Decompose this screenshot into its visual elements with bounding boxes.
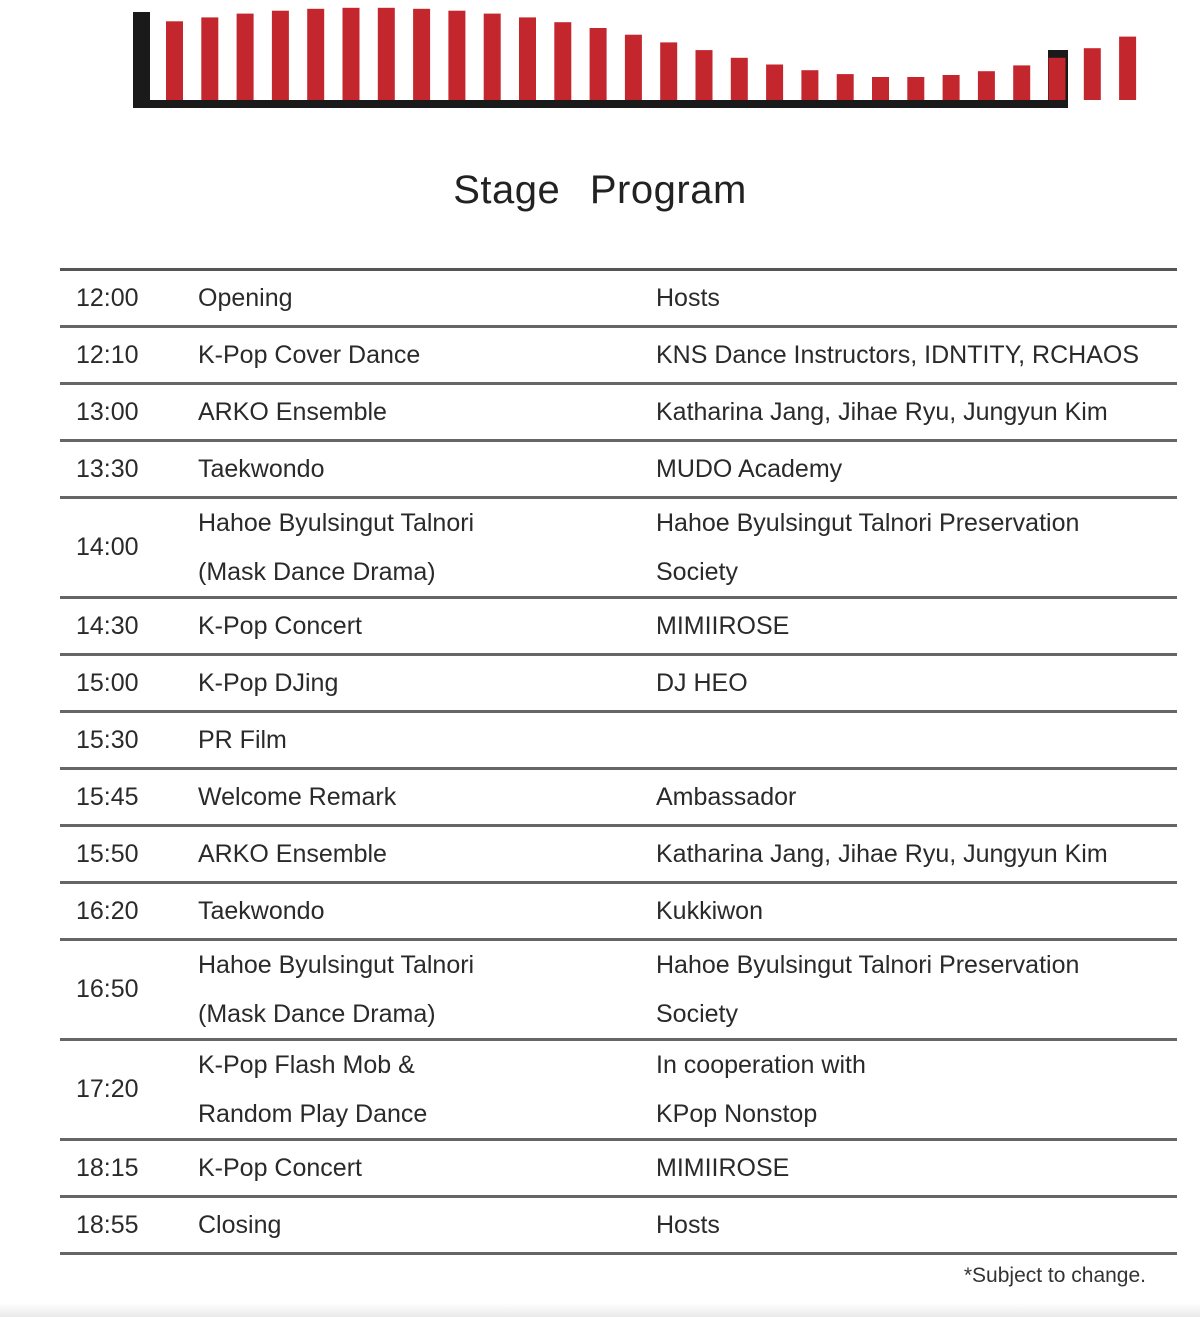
graphic-bar bbox=[201, 17, 218, 100]
event-line: K-Pop DJing bbox=[198, 668, 339, 697]
time-cell: 14:30 bbox=[76, 611, 139, 640]
time-cell: 16:20 bbox=[76, 896, 139, 925]
event-line: ARKO Ensemble bbox=[198, 397, 387, 426]
graphic-bar bbox=[272, 11, 289, 100]
performer-line: MIMIIROSE bbox=[656, 1153, 790, 1182]
table-row bbox=[60, 328, 1177, 385]
time-cell: 12:10 bbox=[76, 340, 139, 369]
time-cell: 13:30 bbox=[76, 454, 139, 483]
performer-line: MUDO Academy bbox=[656, 454, 843, 483]
time-cell: 17:20 bbox=[76, 1075, 139, 1103]
graphic-bar bbox=[978, 71, 995, 100]
graphic-bar bbox=[625, 35, 642, 100]
graphic-base-line bbox=[133, 100, 1068, 108]
performer-line: Society bbox=[656, 557, 738, 586]
table-row bbox=[60, 1041, 1177, 1141]
graphic-bar bbox=[1049, 58, 1066, 100]
event-line: Taekwondo bbox=[198, 454, 325, 483]
graphic-bar bbox=[766, 65, 783, 101]
event-line: K-Pop Concert bbox=[198, 611, 362, 640]
graphic-bar bbox=[519, 17, 536, 100]
performer-line: In cooperation with bbox=[656, 1050, 866, 1079]
performer-cell bbox=[656, 887, 1177, 936]
graphic-bar bbox=[801, 70, 818, 100]
graphic-bar bbox=[484, 14, 501, 100]
bottom-fade bbox=[0, 1303, 1200, 1317]
event-cell bbox=[198, 716, 656, 765]
performer-line: Hahoe Byulsingut Talnori Preservation bbox=[656, 508, 1080, 537]
performer-cell bbox=[656, 1041, 1177, 1139]
graphic-bar bbox=[907, 77, 924, 100]
event-cell bbox=[198, 1201, 656, 1250]
event-line: Hahoe Byulsingut Talnori bbox=[198, 950, 475, 979]
graphic-bar bbox=[448, 11, 465, 100]
table-row bbox=[60, 827, 1177, 884]
graphic-bar bbox=[343, 8, 360, 100]
event-line: PR Film bbox=[198, 725, 287, 754]
table-row bbox=[60, 1141, 1177, 1198]
graphic-bar bbox=[413, 9, 430, 100]
page-title: Stage Program bbox=[453, 168, 747, 212]
table-row bbox=[60, 1198, 1177, 1255]
time-cell: 13:00 bbox=[76, 397, 139, 426]
graphic-bar bbox=[237, 14, 254, 100]
performer-cell bbox=[656, 445, 1177, 494]
table-row bbox=[60, 385, 1177, 442]
graphic-bar bbox=[660, 42, 677, 100]
time-cell: 14:00 bbox=[76, 533, 139, 561]
graphic-bar bbox=[837, 74, 854, 100]
time-cell: 16:50 bbox=[76, 975, 139, 1003]
performer-cell bbox=[656, 1144, 1177, 1193]
graphic-bar bbox=[1084, 48, 1101, 100]
graphic-bar bbox=[1119, 37, 1136, 100]
graphic-bar bbox=[307, 9, 324, 100]
performer-cell bbox=[656, 331, 1177, 380]
performer-line: KNS Dance Instructors, IDNTITY, RCHAOS bbox=[656, 340, 1139, 369]
event-cell bbox=[198, 941, 656, 1039]
schedule-table bbox=[60, 268, 1177, 1255]
event-line: Opening bbox=[198, 283, 293, 312]
performer-cell bbox=[656, 602, 1177, 651]
time-cell: 15:50 bbox=[76, 839, 139, 868]
event-line: K-Pop Concert bbox=[198, 1153, 362, 1182]
event-line: Random Play Dance bbox=[198, 1099, 428, 1128]
performer-line: Katharina Jang, Jihae Ryu, Jungyun Kim bbox=[656, 839, 1108, 868]
performer-line: Hahoe Byulsingut Talnori Preservation bbox=[656, 950, 1080, 979]
table-row bbox=[60, 941, 1177, 1041]
performer-line: MIMIIROSE bbox=[656, 611, 790, 640]
table-row bbox=[60, 442, 1177, 499]
performer-line: KPop Nonstop bbox=[656, 1099, 818, 1128]
event-cell bbox=[198, 388, 656, 437]
event-line: Taekwondo bbox=[198, 896, 325, 925]
table-row bbox=[60, 770, 1177, 827]
performer-line: DJ HEO bbox=[656, 668, 748, 697]
graphic-bar bbox=[590, 28, 607, 100]
time-cell: 15:45 bbox=[76, 782, 139, 811]
graphic-left-post bbox=[133, 12, 150, 108]
event-cell bbox=[198, 773, 656, 822]
performer-cell bbox=[656, 1201, 1177, 1250]
performer-cell bbox=[656, 773, 1177, 822]
graphic-bar bbox=[943, 75, 960, 100]
table-row bbox=[60, 599, 1177, 656]
event-cell bbox=[198, 602, 656, 651]
event-cell bbox=[198, 659, 656, 708]
graphic-bar bbox=[378, 8, 395, 100]
event-cell bbox=[198, 1041, 656, 1139]
time-cell: 15:30 bbox=[76, 725, 139, 754]
table-row bbox=[60, 656, 1177, 713]
performer-line: Ambassador bbox=[656, 782, 797, 811]
graphic-bar bbox=[1013, 65, 1030, 100]
event-line: Closing bbox=[198, 1210, 282, 1239]
performer-cell bbox=[656, 499, 1177, 597]
performer-cell bbox=[656, 388, 1177, 437]
wave-bar-graphic bbox=[0, 0, 1200, 120]
time-cell: 18:15 bbox=[76, 1153, 139, 1182]
table-row bbox=[60, 499, 1177, 599]
event-line: ARKO Ensemble bbox=[198, 839, 387, 868]
time-cell: 12:00 bbox=[76, 283, 139, 312]
event-line: (Mask Dance Drama) bbox=[198, 557, 436, 586]
table-row bbox=[60, 271, 1177, 328]
graphic-bar bbox=[554, 22, 571, 100]
time-cell: 18:55 bbox=[76, 1210, 139, 1239]
performer-line: Katharina Jang, Jihae Ryu, Jungyun Kim bbox=[656, 397, 1108, 426]
graphic-bar bbox=[872, 77, 889, 100]
event-cell bbox=[198, 830, 656, 879]
performer-cell bbox=[656, 659, 1177, 708]
table-row bbox=[60, 713, 1177, 770]
performer-cell bbox=[656, 274, 1177, 323]
event-cell bbox=[198, 499, 656, 597]
performer-line: Hosts bbox=[656, 283, 720, 312]
performer-line: Hosts bbox=[656, 1210, 720, 1239]
event-line: Welcome Remark bbox=[198, 782, 397, 811]
event-line: Hahoe Byulsingut Talnori bbox=[198, 508, 475, 537]
event-line: K-Pop Flash Mob & bbox=[198, 1050, 415, 1079]
time-cell: 15:00 bbox=[76, 668, 139, 697]
event-cell bbox=[198, 274, 656, 323]
performer-line: Kukkiwon bbox=[656, 896, 763, 925]
performer-cell bbox=[656, 830, 1177, 879]
event-line: K-Pop Cover Dance bbox=[198, 340, 421, 369]
event-cell bbox=[198, 1144, 656, 1193]
event-cell bbox=[198, 331, 656, 380]
table-row bbox=[60, 884, 1177, 941]
graphic-bar bbox=[696, 50, 713, 100]
event-cell bbox=[198, 887, 656, 936]
performer-cell bbox=[656, 941, 1177, 1039]
event-line: (Mask Dance Drama) bbox=[198, 999, 436, 1028]
event-cell bbox=[198, 445, 656, 494]
footnote: *Subject to change. bbox=[963, 1264, 1146, 1287]
performer-line: Society bbox=[656, 999, 738, 1028]
graphic-bar bbox=[731, 58, 748, 100]
graphic-bar bbox=[166, 21, 183, 100]
